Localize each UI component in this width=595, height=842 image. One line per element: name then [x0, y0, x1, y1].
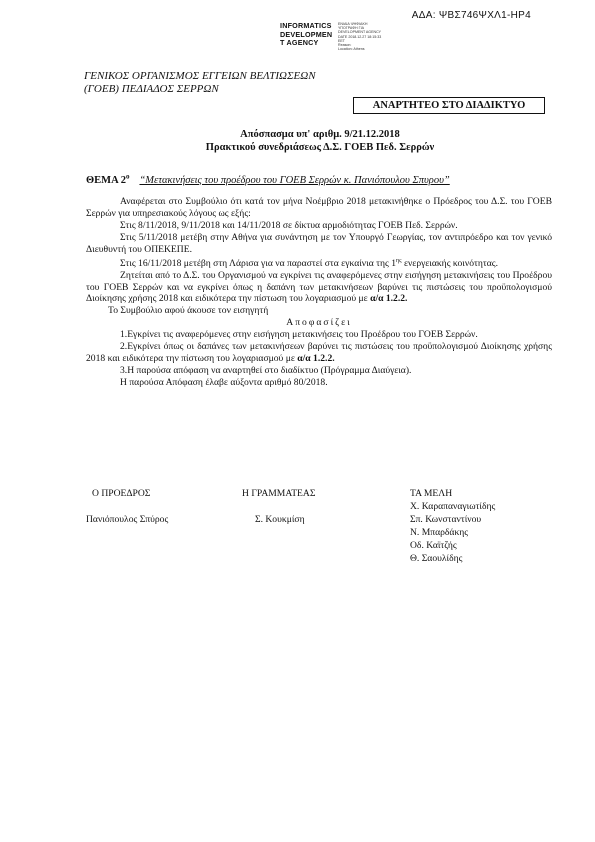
paragraph-trip-1: Στις 8/11/2018, 9/11/2018 και 14/11/2018 σε δίκτυα αρμοδιότητας ΓΟΕΒ Πεδ. Σερρών.	[120, 219, 458, 231]
organization-name-line2: (ΓΟΕΒ) ΠΕΔΙΑΔΟΣ ΣΕΡΡΩΝ	[84, 83, 219, 95]
topic-label: ΘΕΜΑ $2^o$	[86, 172, 130, 186]
paragraph-trip-3: Στις 16/11/2018 μετέβη στη Λάρισα για να παραστεί στα εγκαίνια της $1^{\eta\varsigma}$ ενεργειακής κοινότητας.	[120, 257, 498, 269]
decision-3: 3.Η παρούσα απόφαση να αναρτηθεί στο διαδίκτυο (Πρόγραμμα Διαύγεια).	[120, 364, 412, 376]
ada-code: ΑΔΑ: ΨΒΣ746ΨΧΛ1-ΗΡ4	[411, 10, 531, 21]
decision-2: 2.Εγκρίνει όπως οι δαπάνες των μετακινήσεων βαρύνει τις πιστώσεις του προϋπολογισμού Διοίκησης χρήσης 2018 και ειδικότερα την πίστωση του λογαριασμού με α/α 1.2.2.	[86, 341, 552, 364]
signature-agency-name: INFORMATICS DEVELOPMEN T AGENCY	[280, 21, 333, 48]
decides-heading: Αποφασίζει	[286, 317, 352, 329]
president-name: Πανιόπουλος Σπύρος	[86, 514, 169, 525]
paragraph-council-heard: Το Συμβούλιο αφού άκουσε τον εισηγητή	[108, 305, 269, 317]
excerpt-minutes: Πρακτικού συνεδριάσεως Δ.Σ. ΓΟΕΒ Πεδ. Σερρών	[205, 142, 435, 153]
secretary-name: Σ. Κουκμίση	[255, 514, 305, 525]
paragraph-trip-2: Στις 5/11/2018 μετέβη στην Αθήνα για συνάντηση με τον Υπουργό Γεωργίας, τον αντιπρόεδρο και τον γενικό Διευθυντή του ΟΠΕΚΕΠΕ.	[86, 231, 552, 255]
member-name: Ν. Μπαρδάκης	[410, 527, 469, 538]
president-title: Ο ΠΡΟΕΔΡΟΣ	[92, 488, 151, 499]
members-list	[410, 500, 495, 565]
posted-online-box: ΑΝΑΡΤΗΤΕΟ ΣΤΟ ΔΙΑΔΙΚΤΥΟ	[353, 97, 545, 114]
members-title: ΤΑ ΜΕΛΗ	[410, 488, 453, 499]
decision-number: Η παρούσα Απόφαση έλαβε αύξοντα αριθμό 80/2018.	[120, 376, 328, 388]
organization-header	[84, 70, 316, 96]
signature-details: ΕΝΙΑΙΑ ΨΗΦΙΑΚΗ ΥΠΟΓΡΑΦΗ ΓΙΑ DEVELOPMENT AGENCY DATE 2018.12.27 18:15:33 EET Reason: Location: Athens	[338, 22, 382, 52]
member-name: Θ. Σαουλίδης	[410, 553, 463, 564]
document-body	[86, 196, 552, 389]
paragraph-request: Ζητείται από το Δ.Σ. του Οργανισμού να εγκρίνει τις αναφερόμενες στην εισήγηση μετακινήσεις του Προέδρου του ΓΟΕΒ Σερρών και να εγκρίνει όπως η δαπάνη των μετακινήσεων βαρύνει τις πιστώσεις του προϋπολογισμού Διοίκησης χρήσης 2018 και ειδικότερα την πίστωση του λογαριασμού με α/α 1.2.2.	[86, 269, 552, 305]
excerpt-number: Απόσπασμα υπ' αριθμ. 9/21.12.2018	[240, 129, 400, 140]
digital-signature-stamp	[280, 22, 400, 52]
topic-title: “Μετακινήσεις του προέδρου του ΓΟΕΒ Σερρών κ. Πανιόπουλου Σπυρου”	[139, 174, 450, 186]
topic-line	[86, 170, 450, 187]
decision-1: 1.Εγκρίνει τις αναφερόμενες στην εισήγηση μετακινήσεις του Προέδρου του ΓΟΕΒ Σερρών.	[120, 329, 478, 341]
secretary-title: Η ΓΡΑΜΜΑΤΕΑΣ	[242, 488, 316, 499]
excerpt-heading	[0, 128, 595, 154]
member-name: Οδ. Καϊτζής	[410, 540, 457, 551]
paragraph-intro: Αναφέρεται στο Συμβούλιο ότι κατά τον μήνα Νοέμβριο 2018 μετακινήθηκε ο Πρόεδρος του Δ.Σ. του ΓΟΕΒ Σερρών για υπηρεσιακούς λόγους ως εξής:	[86, 196, 552, 219]
member-name: Σπ. Κωνσταντίνου	[410, 514, 482, 525]
member-name: Χ. Καραπαναγιωτίδης	[410, 501, 496, 512]
organization-name-line1: ΓΕΝΙΚΟΣ ΟΡΓΑΝΙΣΜΟΣ ΕΓΓΕΙΩΝ ΒΕΛΤΙΩΣΕΩΝ	[84, 70, 316, 82]
